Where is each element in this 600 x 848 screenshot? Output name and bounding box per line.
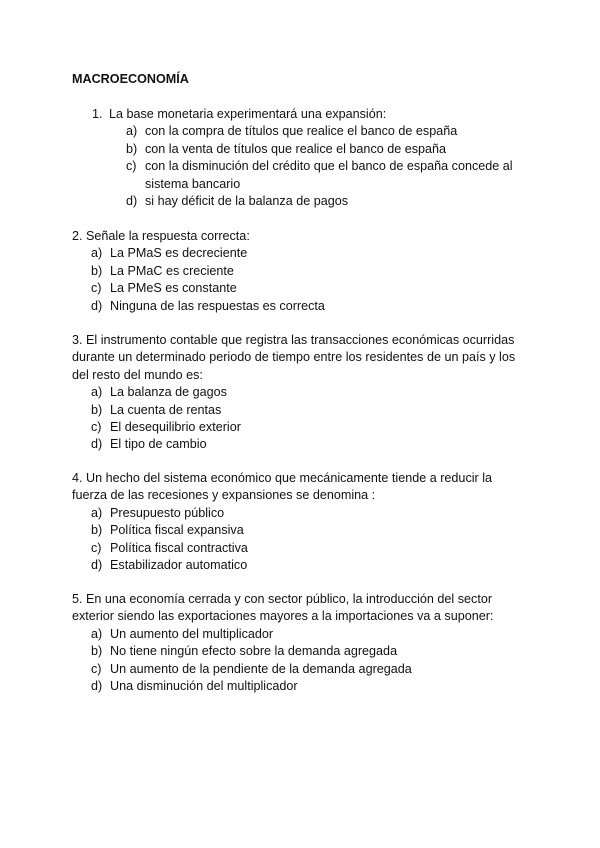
option-label: c): [91, 420, 102, 435]
option-a: [91, 505, 530, 522]
option-d: [91, 557, 530, 574]
option-label: c): [91, 540, 102, 555]
option-b: [91, 643, 530, 660]
option-list: [91, 245, 530, 315]
option-label: c): [91, 661, 102, 676]
option-c: [91, 661, 530, 678]
option-text: El desequilibrio exterior: [110, 420, 241, 435]
option-label: b): [126, 141, 138, 156]
option-list: [126, 123, 546, 210]
document-title: MACROECONOMÍA: [72, 72, 189, 86]
option-text: Un aumento del multiplicador: [110, 626, 274, 641]
option-text: Presupuesto público: [110, 505, 225, 520]
option-text: No tiene ningún efecto sobre la demanda agregada: [110, 644, 398, 659]
option-text: La PMeS es constante: [110, 281, 237, 296]
option-a: [91, 626, 530, 643]
option-c: [91, 419, 530, 436]
option-text: Una disminución del multiplicador: [110, 679, 298, 694]
option-label: b): [91, 523, 103, 538]
option-text: con la disminución del crédito que el banco de españa concede al sistema bancario: [145, 159, 513, 191]
option-text: La PMaS es decreciente: [110, 246, 248, 261]
option-b: [91, 263, 530, 280]
option-c: [126, 158, 546, 193]
option-c: [91, 280, 530, 297]
option-label: a): [126, 124, 138, 139]
question-3: [72, 332, 530, 454]
option-label: b): [91, 263, 103, 278]
option-label: b): [91, 644, 103, 659]
option-text: La PMaC es creciente: [110, 263, 234, 278]
question-number: 1.: [92, 107, 103, 121]
option-text: Estabilizador automatico: [110, 558, 248, 573]
option-c: [91, 540, 530, 557]
option-label: d): [91, 298, 103, 313]
option-b: [126, 141, 546, 158]
option-text: La balanza de gagos: [110, 385, 227, 400]
option-text: con la compra de títulos que realice el banco de españa: [145, 124, 458, 139]
option-text: La cuenta de rentas: [110, 402, 222, 417]
option-text: Ninguna de las respuestas es correcta: [110, 298, 325, 313]
option-b: [91, 522, 530, 539]
option-label: c): [126, 159, 137, 174]
option-text: Política fiscal expansiva: [110, 523, 244, 538]
option-list: [91, 505, 530, 575]
question-2: [72, 228, 530, 315]
option-text: Un aumento de la pendiente de la demanda agregada: [110, 661, 412, 676]
option-list: [91, 384, 530, 454]
option-label: d): [91, 558, 103, 573]
option-list: [91, 626, 530, 696]
option-b: [91, 402, 530, 419]
option-label: a): [91, 385, 103, 400]
option-text: El tipo de cambio: [110, 437, 207, 452]
option-label: b): [91, 402, 103, 417]
option-text: si hay déficit de la balanza de pagos: [145, 194, 349, 209]
question-stem: 4. Un hecho del sistema económico que mecánicamente tiende a reducir la fuerza de las recesiones y expansiones se denomina :: [72, 471, 493, 503]
option-text: con la venta de títulos que realice el banco de españa: [145, 141, 447, 156]
question-stem: 5. En una economía cerrada y con sector público, la introducción del sector exterior siendo las exportaciones mayores a la importaciones va a suponer:: [72, 592, 494, 624]
question-stem: 3. El instrumento contable que registra las transacciones económicas ocurridas durante un determinado periodo de tiempo entre los residentes de un país y los del resto del mundo es:: [72, 333, 516, 382]
option-d: [91, 678, 530, 695]
option-label: c): [91, 281, 102, 296]
option-label: d): [91, 437, 103, 452]
question-5: [72, 591, 530, 695]
question-stem: La base monetaria experimentará una expansión:: [109, 107, 387, 121]
option-d: [91, 298, 530, 315]
option-text: Política fiscal contractiva: [110, 540, 248, 555]
option-label: d): [126, 194, 138, 209]
option-a: [91, 245, 530, 262]
option-d: [126, 193, 546, 210]
option-a: [91, 384, 530, 401]
option-d: [91, 436, 530, 453]
option-label: a): [91, 626, 103, 641]
option-label: d): [91, 679, 103, 694]
option-a: [126, 123, 546, 140]
question-4: [72, 470, 530, 574]
question-stem: 2. Señale la respuesta correcta:: [72, 229, 250, 243]
option-label: a): [91, 246, 103, 261]
option-label: a): [91, 505, 103, 520]
